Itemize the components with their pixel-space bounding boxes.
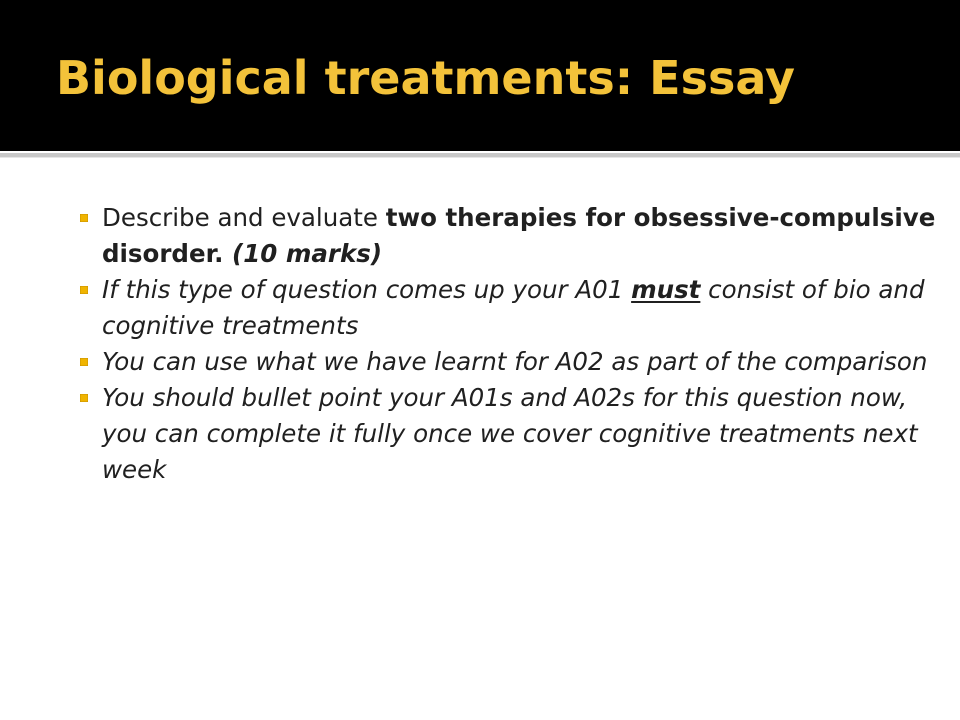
bullet-item-1 <box>80 200 940 272</box>
title-divider-highlight <box>0 157 960 158</box>
bullet-text-tail: consist of bio and cognitive treatments <box>102 275 925 340</box>
slide-title: Biological treatments: Essay <box>56 51 795 105</box>
square-bullet-icon <box>80 394 88 402</box>
bullet-text: You should bullet point your A01s and A02s for this question now, you can complete it fully once we cover cognitive treatments next week <box>102 383 918 484</box>
square-bullet-icon <box>80 358 88 366</box>
bullet-text-lead: If this type of question comes up your A01 <box>102 275 632 304</box>
bullet-text-emphasis: must <box>631 275 701 304</box>
bullet-text-bold: two therapies for obsessive-compulsive disorder. <box>102 203 936 268</box>
bullet-text: You can use what we have learnt for A02 as part of the comparison <box>102 347 928 376</box>
bullet-item-3 <box>80 344 940 380</box>
square-bullet-icon <box>80 214 88 222</box>
square-bullet-icon <box>80 286 88 294</box>
bullet-item-4 <box>80 380 940 488</box>
bullet-list <box>80 200 940 488</box>
title-bar <box>0 0 960 151</box>
bullet-text-plain: Describe and evaluate <box>102 203 386 232</box>
bullet-item-2 <box>80 272 940 344</box>
bullet-text-marks: (10 marks) <box>232 239 383 268</box>
